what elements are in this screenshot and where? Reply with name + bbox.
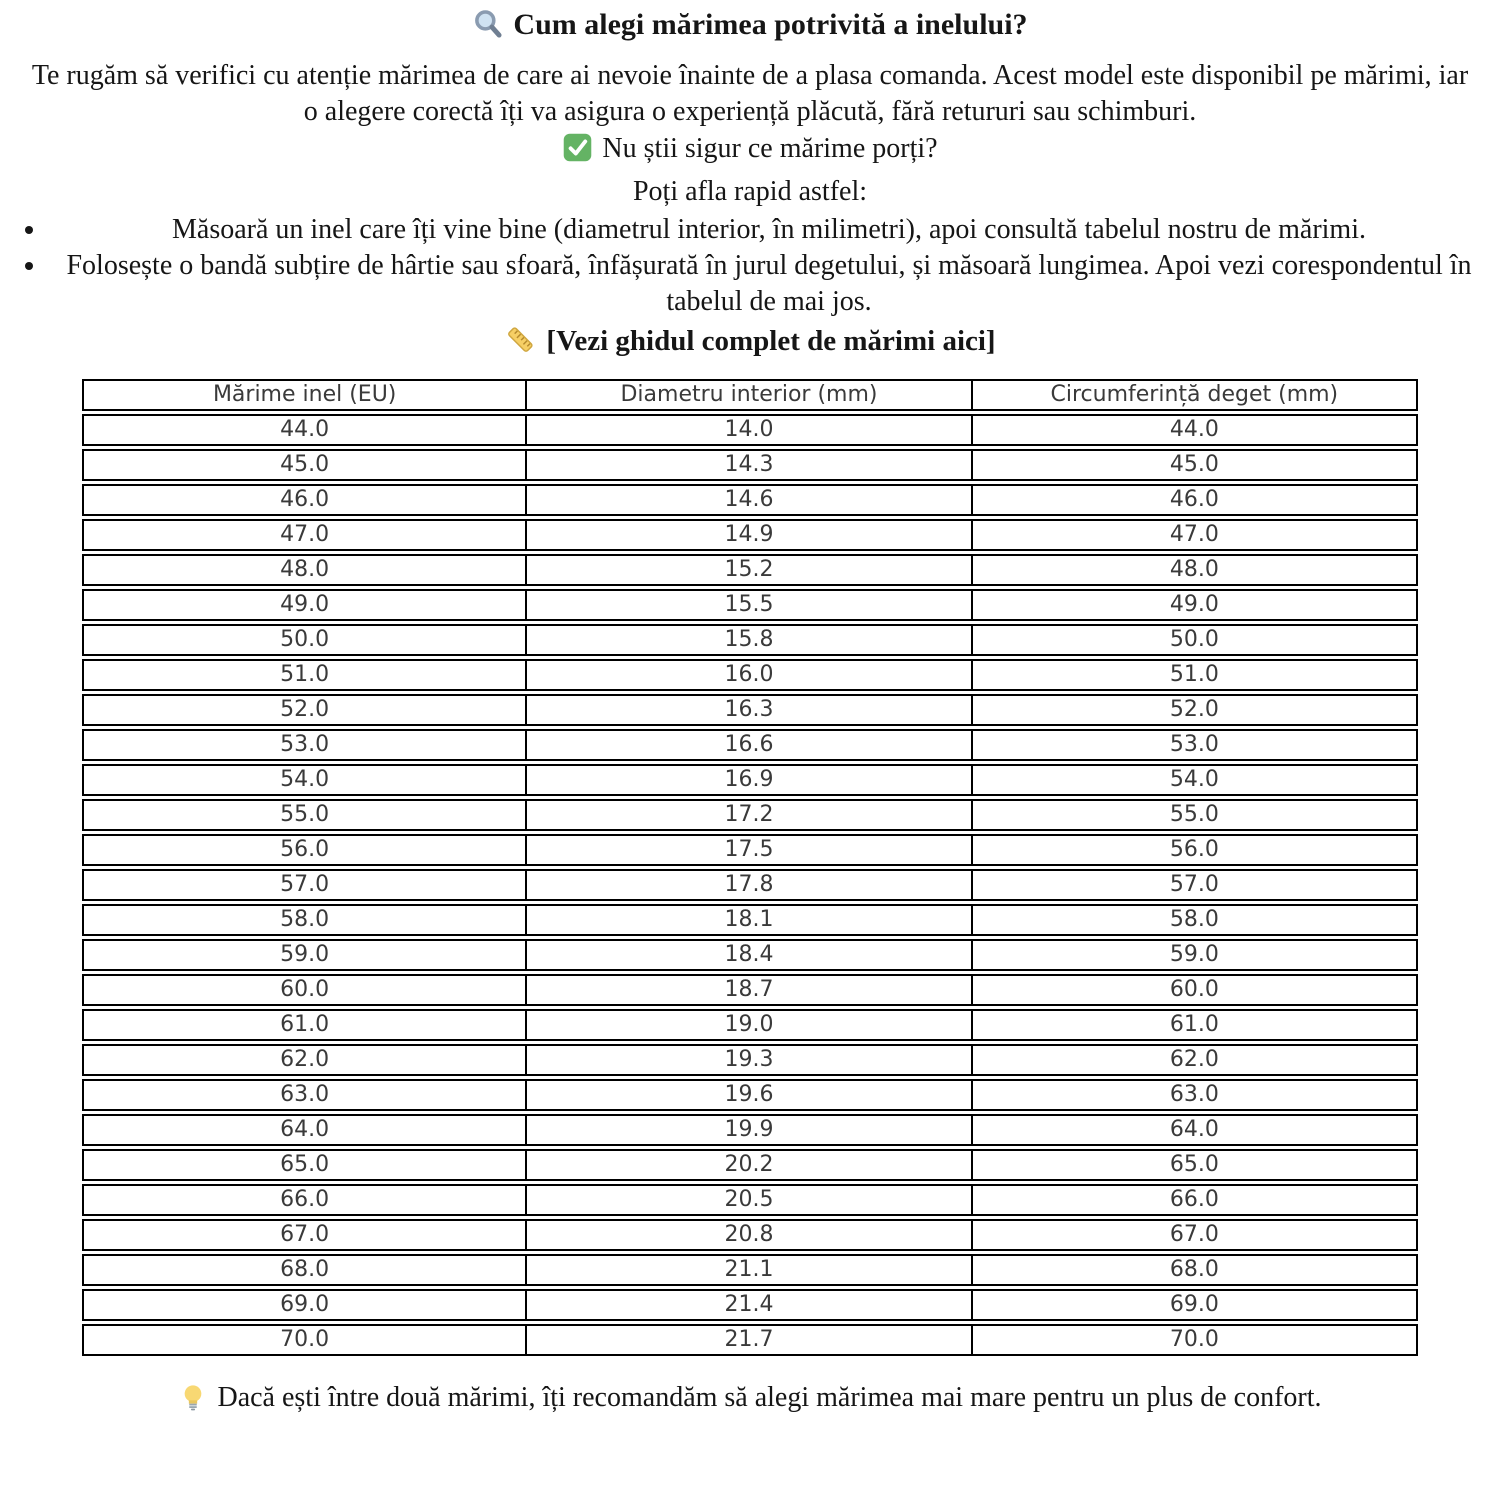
- table-cell: 56.0: [973, 834, 1418, 866]
- table-cell: 17.8: [527, 869, 972, 901]
- table-cell: 59.0: [82, 939, 527, 971]
- table-row: [82, 659, 1418, 691]
- table-row: [82, 624, 1418, 656]
- table-cell: 19.9: [527, 1114, 972, 1146]
- green-check-icon: [562, 132, 593, 173]
- table-cell: 69.0: [973, 1289, 1418, 1321]
- table-cell: 55.0: [82, 799, 527, 831]
- table-row: [82, 554, 1418, 586]
- table-row: [82, 869, 1418, 901]
- table-cell: 64.0: [973, 1114, 1418, 1146]
- size-guide-link-text: [Vezi ghidul complet de mărimi aici]: [546, 325, 996, 357]
- table-cell: 63.0: [82, 1079, 527, 1111]
- table-cell: 67.0: [973, 1219, 1418, 1251]
- table-cell: 16.9: [527, 764, 972, 796]
- table-row: [82, 1324, 1418, 1356]
- table-row: [82, 1254, 1418, 1286]
- table-cell: 45.0: [82, 449, 527, 481]
- table-cell: 60.0: [973, 974, 1418, 1006]
- table-cell: 68.0: [82, 1254, 527, 1286]
- table-cell: 21.7: [527, 1324, 972, 1356]
- table-cell: 49.0: [973, 589, 1418, 621]
- table-cell: 64.0: [82, 1114, 527, 1146]
- table-cell: 15.5: [527, 589, 972, 621]
- table-cell: 51.0: [973, 659, 1418, 691]
- table-cell: 62.0: [82, 1044, 527, 1076]
- table-row: [82, 519, 1418, 551]
- table-cell: 69.0: [82, 1289, 527, 1321]
- table-row: [82, 764, 1418, 796]
- table-row: [82, 589, 1418, 621]
- lightbulb-icon: [178, 1382, 208, 1422]
- table-cell: 56.0: [82, 834, 527, 866]
- table-cell: 48.0: [82, 554, 527, 586]
- table-cell: 47.0: [973, 519, 1418, 551]
- question-text: Nu știi sigur ce mărime porți?: [602, 133, 938, 164]
- table-cell: 44.0: [82, 414, 527, 446]
- table-cell: 16.3: [527, 694, 972, 726]
- question-line: [28, 130, 1472, 173]
- table-cell: 54.0: [82, 764, 527, 796]
- footer-note-text: Dacă ești între două mărimi, îți recomandăm să alegi mărimea mai mare pentru un plus de confort.: [217, 1382, 1322, 1413]
- table-cell: 16.6: [527, 729, 972, 761]
- table-cell: 18.4: [527, 939, 972, 971]
- table-cell: 50.0: [82, 624, 527, 656]
- size-guide-link[interactable]: [0, 322, 1500, 366]
- table-cell: 21.1: [527, 1254, 972, 1286]
- table-cell: 59.0: [973, 939, 1418, 971]
- header-cell-ring-size: Mărime inel (EU): [82, 379, 527, 411]
- size-table: [82, 376, 1418, 1359]
- table-row: [82, 414, 1418, 446]
- table-cell: 19.6: [527, 1079, 972, 1111]
- header-cell-inner-diameter: Diametru interior (mm): [527, 379, 972, 411]
- list-item: • Măsoară un inel care îți vine bine (diametrul interior, în milimetri), apoi consultă tabelul nostru de mărimi.: [48, 212, 1500, 248]
- table-cell: 44.0: [973, 414, 1418, 446]
- table-cell: 55.0: [973, 799, 1418, 831]
- table-cell: 47.0: [82, 519, 527, 551]
- subquestion-line: Poți afla rapid astfel:: [632, 176, 868, 207]
- table-cell: 20.5: [527, 1184, 972, 1216]
- table-cell: 20.2: [527, 1149, 972, 1181]
- intro-paragraph: Te rugăm să verifici cu atenție mărimea de care ai nevoie înainte de a plasa comanda. Acest model este disponibil pe mărimi, iar o alegere corectă îți va asigura o experiență plăcută, fără retururi sau schimburi.: [31, 60, 1469, 127]
- table-row: [82, 1219, 1418, 1251]
- table-cell: 49.0: [82, 589, 527, 621]
- table-cell: 53.0: [973, 729, 1418, 761]
- table-header-row: [82, 379, 1418, 411]
- table-cell: 14.0: [527, 414, 972, 446]
- table-cell: 50.0: [973, 624, 1418, 656]
- table-cell: 14.9: [527, 519, 972, 551]
- table-cell: 63.0: [973, 1079, 1418, 1111]
- table-cell: 62.0: [973, 1044, 1418, 1076]
- table-cell: 15.2: [527, 554, 972, 586]
- table-cell: 70.0: [82, 1324, 527, 1356]
- table-cell: 17.2: [527, 799, 972, 831]
- table-cell: 53.0: [82, 729, 527, 761]
- list-item: • Folosește o bandă subțire de hârtie sau sfoară, înfășurată în jurul degetului, și măsoară lungimea. Apoi vezi corespondentul în tabelul de mai jos.: [48, 248, 1500, 320]
- table-cell: 65.0: [82, 1149, 527, 1181]
- table-cell: 46.0: [82, 484, 527, 516]
- table-cell: 14.3: [527, 449, 972, 481]
- table-cell: 15.8: [527, 624, 972, 656]
- table-cell: 70.0: [973, 1324, 1418, 1356]
- ruler-icon: [504, 323, 537, 366]
- table-cell: 54.0: [973, 764, 1418, 796]
- table-cell: 58.0: [82, 904, 527, 936]
- table-row: [82, 1289, 1418, 1321]
- table-cell: 52.0: [973, 694, 1418, 726]
- table-cell: 61.0: [973, 1009, 1418, 1041]
- table-cell: 21.4: [527, 1289, 972, 1321]
- table-cell: 19.3: [527, 1044, 972, 1076]
- table-row: [82, 1079, 1418, 1111]
- header-cell-finger-circumference: Circumferință deget (mm): [973, 379, 1418, 411]
- table-cell: 45.0: [973, 449, 1418, 481]
- table-row: [82, 1149, 1418, 1181]
- table-row: [82, 1009, 1418, 1041]
- table-cell: 18.1: [527, 904, 972, 936]
- table-cell: 51.0: [82, 659, 527, 691]
- page-title: [0, 6, 1500, 50]
- table-cell: 60.0: [82, 974, 527, 1006]
- table-row: [82, 694, 1418, 726]
- table-cell: 19.0: [527, 1009, 972, 1041]
- table-cell: 66.0: [82, 1184, 527, 1216]
- table-cell: 16.0: [527, 659, 972, 691]
- table-cell: 68.0: [973, 1254, 1418, 1286]
- table-cell: 57.0: [973, 869, 1418, 901]
- table-row: [82, 1114, 1418, 1146]
- page-title-text: Cum alegi mărimea potrivită a inelului?: [513, 8, 1028, 41]
- table-cell: 52.0: [82, 694, 527, 726]
- table-cell: 67.0: [82, 1219, 527, 1251]
- table-row: [82, 799, 1418, 831]
- table-row: [82, 449, 1418, 481]
- table-cell: 18.7: [527, 974, 972, 1006]
- size-table-body: [82, 414, 1418, 1356]
- table-row: [82, 974, 1418, 1006]
- table-cell: 14.6: [527, 484, 972, 516]
- magnifying-glass-icon: [472, 8, 504, 50]
- table-cell: 17.5: [527, 834, 972, 866]
- size-table-head: [82, 379, 1418, 411]
- table-row: [82, 904, 1418, 936]
- instructions-list: [0, 212, 1500, 320]
- table-cell: 20.8: [527, 1219, 972, 1251]
- footer-note: [6, 1379, 1494, 1422]
- table-row: [82, 729, 1418, 761]
- table-row: [82, 939, 1418, 971]
- table-row: [82, 1184, 1418, 1216]
- table-row: [82, 484, 1418, 516]
- table-cell: 65.0: [973, 1149, 1418, 1181]
- table-cell: 58.0: [973, 904, 1418, 936]
- table-cell: 57.0: [82, 869, 527, 901]
- table-row: [82, 834, 1418, 866]
- table-cell: 46.0: [973, 484, 1418, 516]
- table-row: [82, 1044, 1418, 1076]
- table-cell: 48.0: [973, 554, 1418, 586]
- table-cell: 66.0: [973, 1184, 1418, 1216]
- table-cell: 61.0: [82, 1009, 527, 1041]
